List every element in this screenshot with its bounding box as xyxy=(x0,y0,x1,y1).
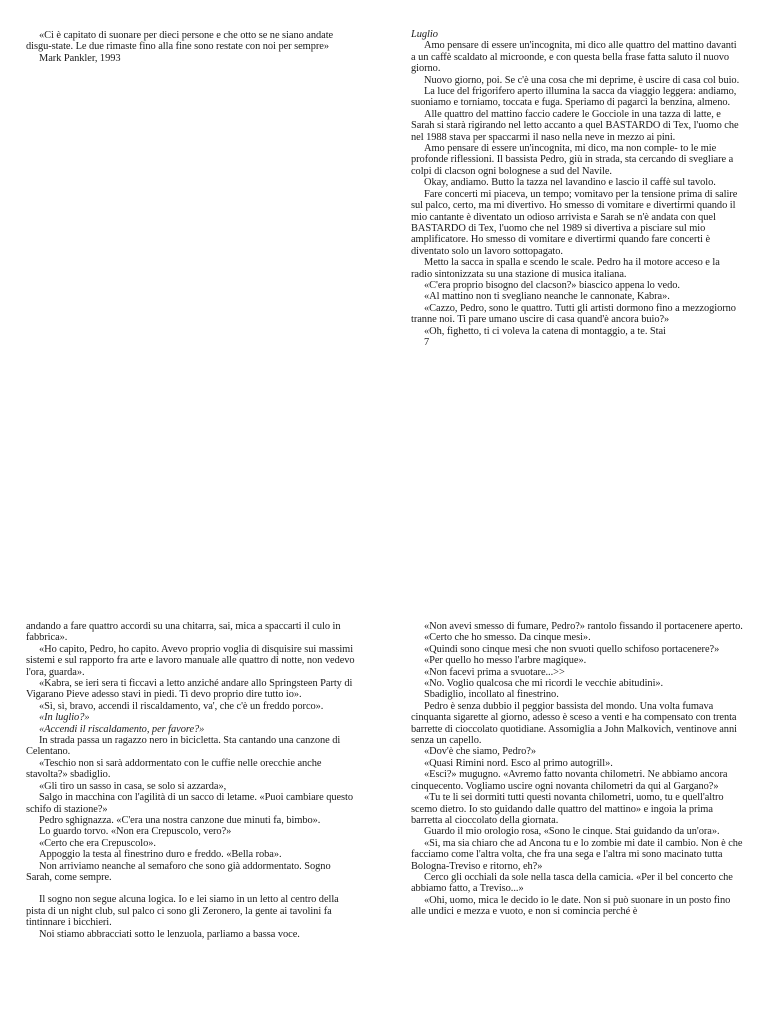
paragraph: Pedro è senza dubbio il peggior bassista del mondo. Una volta fumava cinquanta sigarette al giorno, adesso è sceso a venti e ha compensato con trenta barrette di cioccolato quotidiane. Assomiglia a John Malkovich, ventinove anni senza un capello. xyxy=(411,700,737,747)
paragraph: «Quindi sono cinque mesi che non svuoti quello schifoso portacenere?» xyxy=(424,643,720,655)
paragraph: La luce del frigorifero aperto illumina la sacca da viaggio leggera: andiamo, suoniamo e torniamo, toccata e fuga. Speriamo di pagarci la benzina, almeno. xyxy=(411,86,737,109)
epigraph-block xyxy=(26,30,358,64)
chapter-column-right xyxy=(411,29,743,348)
paragraph: Amo pensare di essere un'incognita, mi dico, ma non comple- to le mie profonde riflessioni. Il bassista Pedro, giù in strada, sta cercando di svegliare a colpi di clacson ogni bolognese a sud del Navile. xyxy=(411,143,734,177)
paragraph: Alle quattro del mattino faccio cadere le Gocciole in una tazza di latte, e Sarah si starà rigirando nel letto accanto a quel BASTARDO di Tex, l'uomo che nel 1988 stava per spaccarmi il naso nella neve in mezzo ai pini. xyxy=(411,108,739,143)
paragraph: Il sogno non segue alcuna logica. Io e lei siamo in un letto al centro della pista di un night club, sul palco ci sono gli Zeronero, la gente ai tavolini fa tintinnare i bicchieri. xyxy=(26,894,339,929)
paragraph: «Certo che era Crepuscolo». xyxy=(39,837,156,849)
paragraph: «Accendi il riscaldamento, per favore?» xyxy=(39,723,205,735)
paragraph: «Esci?» mugugno. «Avremo fatto novanta chilometri. Ne abbiamo ancora cinquecento. Vogliamo uscire ogni novanta chilometri da qui al Gargano?» xyxy=(411,769,728,792)
paragraph: «Sì, sì, bravo, accendi il riscaldamento, va', che c'è un freddo porco». xyxy=(39,700,324,712)
paragraph: «Sì, ma sia chiaro che ad Ancona tu e lo zombie mi date il cambio. Non è che facciamo come l'altra volta, che fra una sega e l'altra mi sono macinato tutta Bologna-Treviso e ritorno, eh?» xyxy=(411,837,743,872)
paragraph: «Al mattino non ti svegliano neanche le cannonate, Kabra». xyxy=(424,291,670,303)
paragraph: Cerco gli occhiali da sole nella tasca della camicia. «Per il bel concerto che abbiamo fatto, a Treviso...» xyxy=(411,871,733,895)
paragraph: In strada passa un ragazzo nero in bicicletta. Sta cantando una canzone di Celentano. xyxy=(26,735,341,758)
paragraph: Lo guardo torvo. «Non era Crepuscolo, vero?» xyxy=(39,826,232,838)
page-left-lower xyxy=(26,621,358,940)
paragraph: «Non avevi smesso di fumare, Pedro?» rantolo fissando il portacenere aperto. xyxy=(424,621,743,632)
paragraph: «Kabra, se ieri sera ti ficcavi a letto anziché andare allo Springsteen Party di Vigarano Pieve adesso stavi in piedi. Ti devo proprio dire tutto io». xyxy=(26,678,353,701)
paragraph: «Gli tiro un sasso in casa, se solo si azzarda», xyxy=(39,780,227,792)
epigraph-author: Mark Pankler, 1993 xyxy=(39,52,121,64)
chapter-heading: Luglio xyxy=(411,29,438,40)
paragraph: «Ohi, uomo, mica le decido io le date. Non si può suonare in un posto fino alle undici e mezza e vuoto, e non si comincia perché è xyxy=(411,894,731,918)
paragraph: Fare concerti mi piaceva, un tempo; vomitavo per la tensione prima di salire sul palco, certo, ma mi divertivo. Ho smesso di vomitare e divertirmi quando il mio cantante è diventato un odioso arrivista e Sarah se n'è andata con quel BASTARDO di Tex, l'uomo che nel 1989 si divertiva a pisciare sul mio amplificatore. Ho smesso di vomitare e divertirmi quando fare concerti è diventato solo un lavoro sottopagato. xyxy=(411,188,738,257)
epigraph-quote: «Ci è capitato di suonare per dieci persone e che otto se ne siano andate disgu-state. Le due rimaste fino alla fine sono restate con noi per sempre» xyxy=(26,30,334,53)
paragraph: Guardo il mio orologio rosa, «Sono le cinque. Stai guidando da un'ora». xyxy=(424,826,720,838)
paragraph: «Ho capito, Pedro, ho capito. Avevo proprio voglia di disquisire sui massimi sistemi e sul rapporto fra arte e lavoro manuale alle quattro di notte, non vedevo l'ora, guarda». xyxy=(26,643,355,678)
chapter-paragraphs xyxy=(411,40,743,337)
paragraph: «Cazzo, Pedro, sono le quattro. Tutti gli artisti dormono fino a mezzogiorno tranne noi. Ti pare umano uscire di casa quand'è ancora buio?» xyxy=(411,302,736,326)
paragraph: Metto la sacca in spalla e scendo le scale. Pedro ha il motore acceso e la radio sintonizzata su una stazione di musica italiana. xyxy=(411,257,720,280)
page-right-lower xyxy=(411,621,743,918)
paragraph: Salgo in macchina con l'agilità di un sacco di letame. «Puoi cambiare questo schifo di stazione?» xyxy=(26,792,354,815)
paragraph: Sbadiglio, incollato al finestrino. xyxy=(424,689,559,701)
paragraph: Pedro sghignazza. «C'era una nostra canzone due minuti fa, bimbo». xyxy=(39,814,321,826)
page-number: 7 xyxy=(424,336,430,348)
paragraph: Nuovo giorno, poi. Se c'è una cosa che mi deprime, è uscire di casa col buio. xyxy=(424,74,740,86)
left-lower-paragraphs xyxy=(26,621,358,940)
paragraph: «C'era proprio bisogno del clacson?» biascico appena lo vedo. xyxy=(424,279,680,291)
paragraph: «Per quello ho messo l'arbre magique». xyxy=(424,655,587,667)
paragraph: Non arriviamo neanche al semaforo che sono già addormentato. Sogno Sarah, come sempre. xyxy=(26,860,331,883)
paragraph: Amo pensare di essere un'incognita, mi dico alle quattro del mattino davanti a un caffè scaldato al microonde, e con questa bella frase fatta saluto il nuovo giorno. xyxy=(411,40,737,75)
paragraph: «Tu te li sei dormiti tutti questi novanta chilometri, uomo, tu e quell'altro scemo dietro. Io sto guidando dalle quattro del mattino» e ingoia la prima barretta al cioccolato della giornata. xyxy=(411,792,724,826)
paragraph: «Oh, fighetto, ti ci voleva la catena di montaggio, a te. Stai xyxy=(424,325,666,337)
paragraph: andando a fare quattro accordi su una chitarra, sai, mica a spaccarti il culo in fabbrica». xyxy=(26,621,341,644)
paragraph: Noi stiamo abbracciati sotto le lenzuola, parliamo a bassa voce. xyxy=(39,928,300,940)
paragraph: «Non facevi prima a svuotare...>> xyxy=(424,666,565,678)
paragraph: «Dov'è che siamo, Pedro?» xyxy=(424,746,537,758)
paragraph: «Certo che ho smesso. Da cinque mesi». xyxy=(424,632,591,644)
paragraph: «Quasi Rimini nord. Esco al primo autogrill». xyxy=(424,757,613,769)
paragraph: «In luglio?» xyxy=(39,712,90,724)
right-lower-paragraphs xyxy=(411,621,743,918)
paragraph: «Teschio non si sarà addormentato con le cuffie nelle orecchie anche stavolta?» sbadiglio. xyxy=(26,757,322,781)
paragraph: «No. Voglio qualcosa che mi ricordi le vecchie abitudini». xyxy=(424,678,664,690)
paragraph: Okay, andiamo. Butto la tazza nel lavandino e lascio il caffè sul tavolo. xyxy=(424,177,716,189)
paragraph: Appoggio la testa al finestrino duro e freddo. «Bella roba». xyxy=(39,849,282,861)
